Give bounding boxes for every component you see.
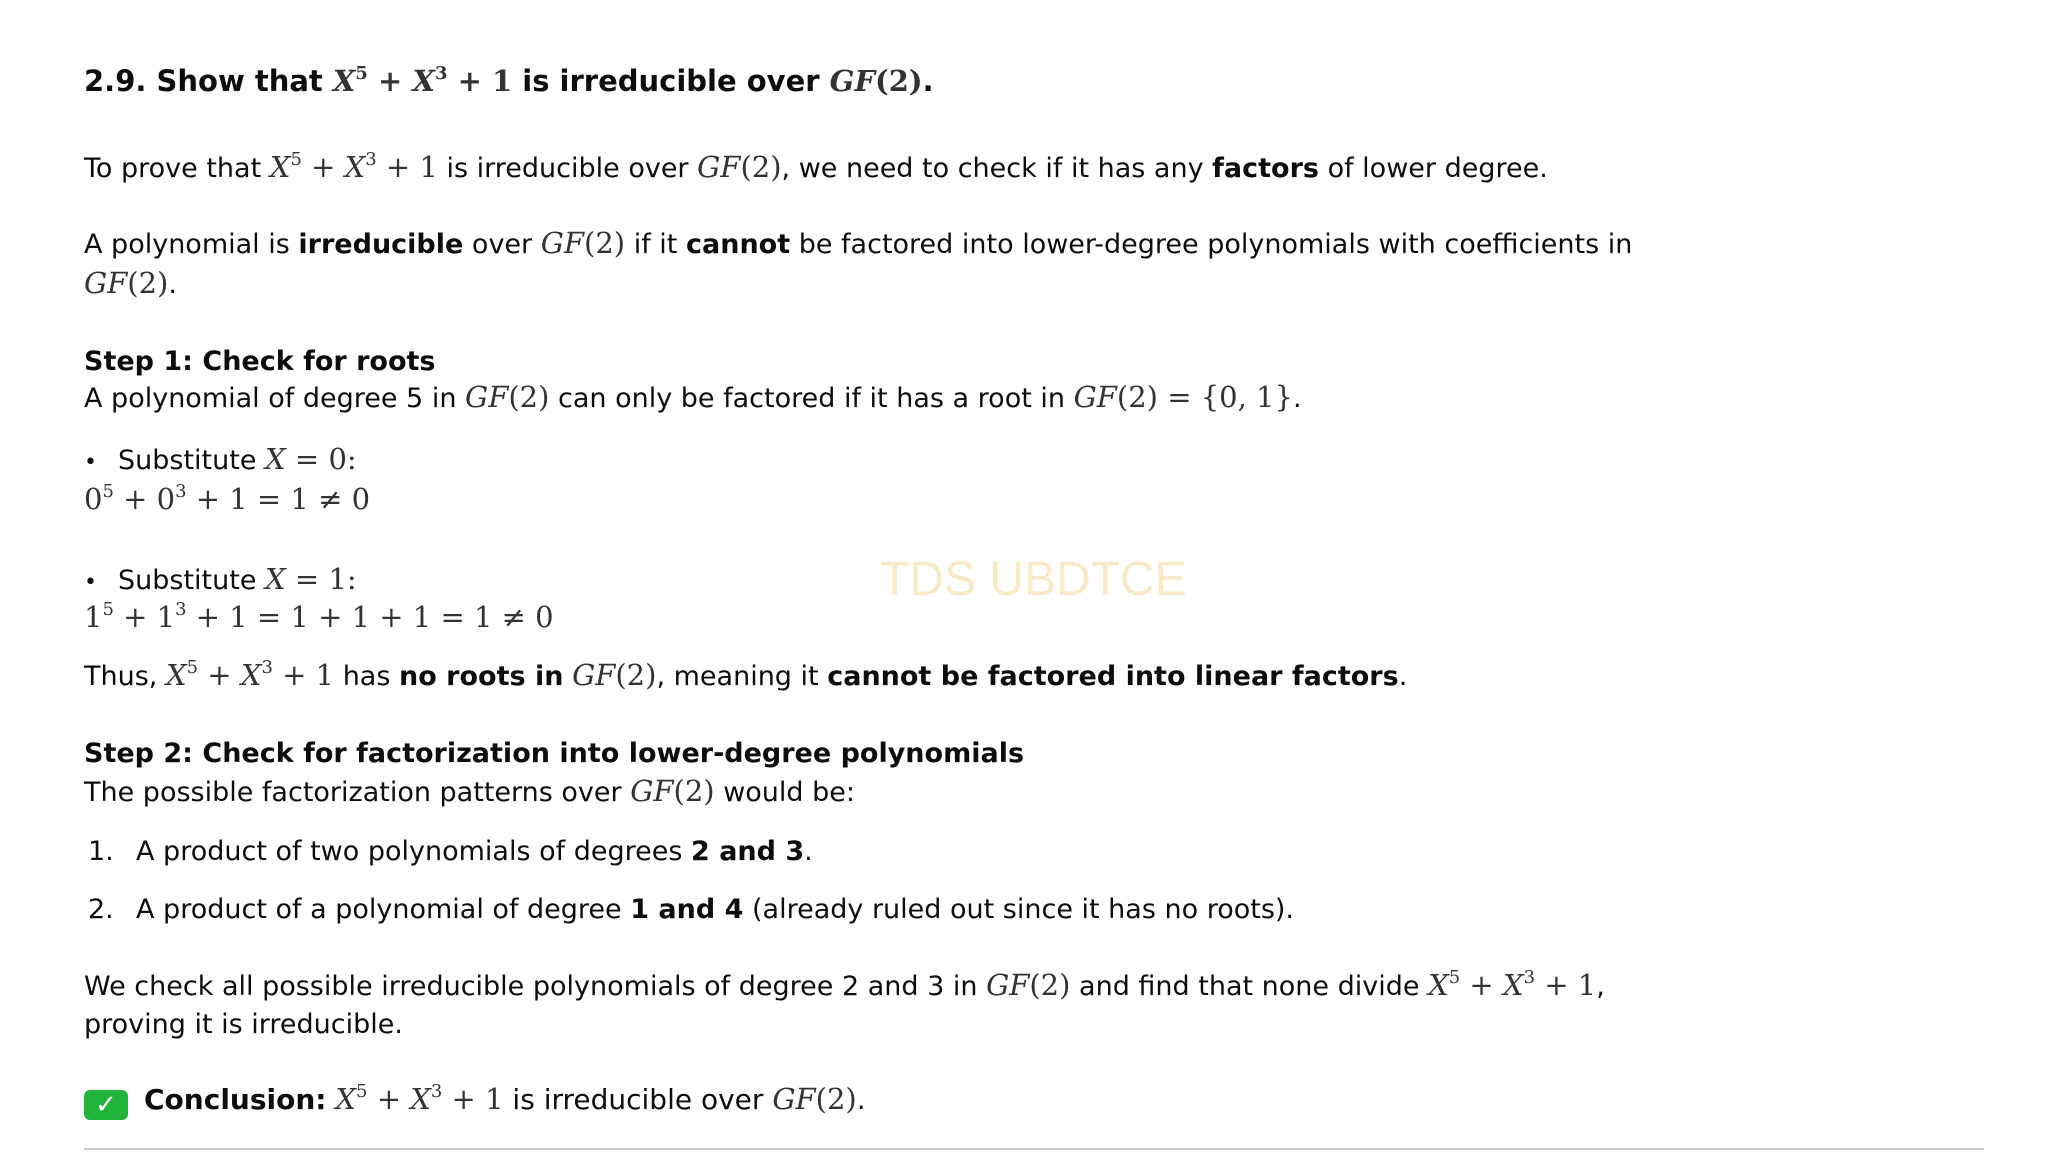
substitute-one-bullet: • Substitute X = 1: [84,562,357,596]
thus-paragraph: Thus, $X^5 + X^3 + 1$ has no roots in GF(2), meaning it cannot be factored into linear factors. [84,656,1408,692]
check-mark-icon: ✓ [84,1090,128,1120]
definition-paragraph: A polynomial is irreducible over GF(2) if it cannot be factored into lower-degree polynomials with coefficients in GF(2). [84,226,1633,300]
watermark: TDS UBDTCE [880,553,1187,606]
problem-title: 2.9. Show that $X^5 + X^3 + 1$ is irreducible over GF(2). [84,62,934,98]
step1-text: A polynomial of degree 5 in GF(2) can only be factored if it has a root in GF(2) = {0, 1}. [84,380,1302,414]
substitute-zero-calc: $0^5 + 0^3 + 1 = 1 \ne 0$ [84,480,371,516]
check-paragraph: We check all possible irreducible polynomials of degree 2 and 3 in GF(2) and find that none divide $X^5 + X^3 + 1$, proving it is irreducible. [84,966,1605,1040]
step2-text: The possible factorization patterns over GF(2) would be: [84,774,855,808]
list-item: 2. A product of a polynomial of degree 1 and 4 (already ruled out since it has no roots). [88,894,1295,925]
step1-heading: Step 1: Check for roots [84,346,436,377]
substitute-one-calc: $1^5 + 1^3 + 1 = 1 + 1 + 1 = 1 \ne 0$ [84,598,554,634]
substitute-zero-bullet: • Substitute X = 0: [84,442,357,476]
divider [84,1148,1984,1150]
step2-heading: Step 2: Check for factorization into lower-degree polynomials [84,738,1025,769]
conclusion: ✓ Conclusion: $X^5 + X^3 + 1$ is irreducible over GF(2). [84,1080,866,1120]
intro-paragraph: To prove that $X^5 + X^3 + 1$ is irreducible over GF(2), we need to check if it has any factors of lower degree. [84,148,1548,184]
list-item: 1. A product of two polynomials of degrees 2 and 3. [88,836,813,867]
